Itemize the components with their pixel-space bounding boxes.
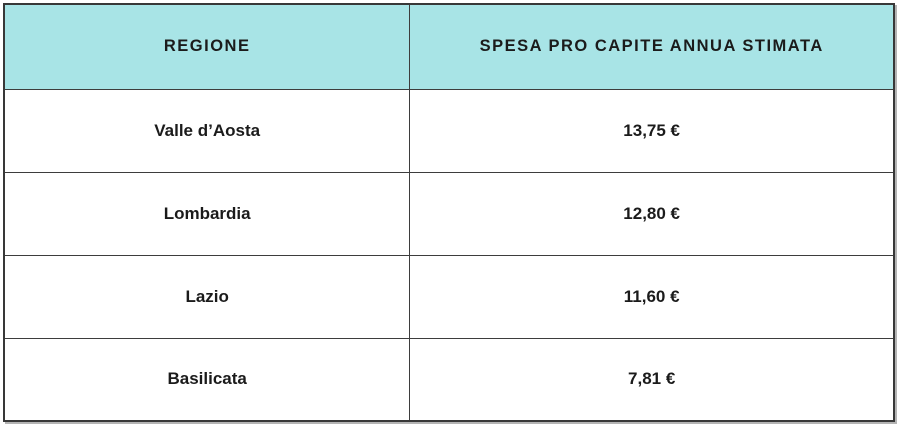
value-cell: 12,80 € — [410, 172, 894, 255]
region-cell: Basilicata — [4, 338, 410, 421]
header-cell-spesa-pro-capite: SPESA PRO CAPITE ANNUA STIMATA — [410, 4, 894, 89]
header-row — [4, 4, 894, 89]
table-row-lazio — [4, 255, 894, 338]
spesa-pro-capite-table — [3, 3, 895, 422]
region-cell: Lombardia — [4, 172, 410, 255]
header-cell-regione: REGIONE — [4, 4, 410, 89]
table-row-lombardia — [4, 172, 894, 255]
table-row-basilicata — [4, 338, 894, 421]
value-cell: 7,81 € — [410, 338, 894, 421]
table-row-valle-daosta — [4, 89, 894, 172]
region-cell: Lazio — [4, 255, 410, 338]
region-cell: Valle d’Aosta — [4, 89, 410, 172]
value-cell: 13,75 € — [410, 89, 894, 172]
value-cell: 11,60 € — [410, 255, 894, 338]
